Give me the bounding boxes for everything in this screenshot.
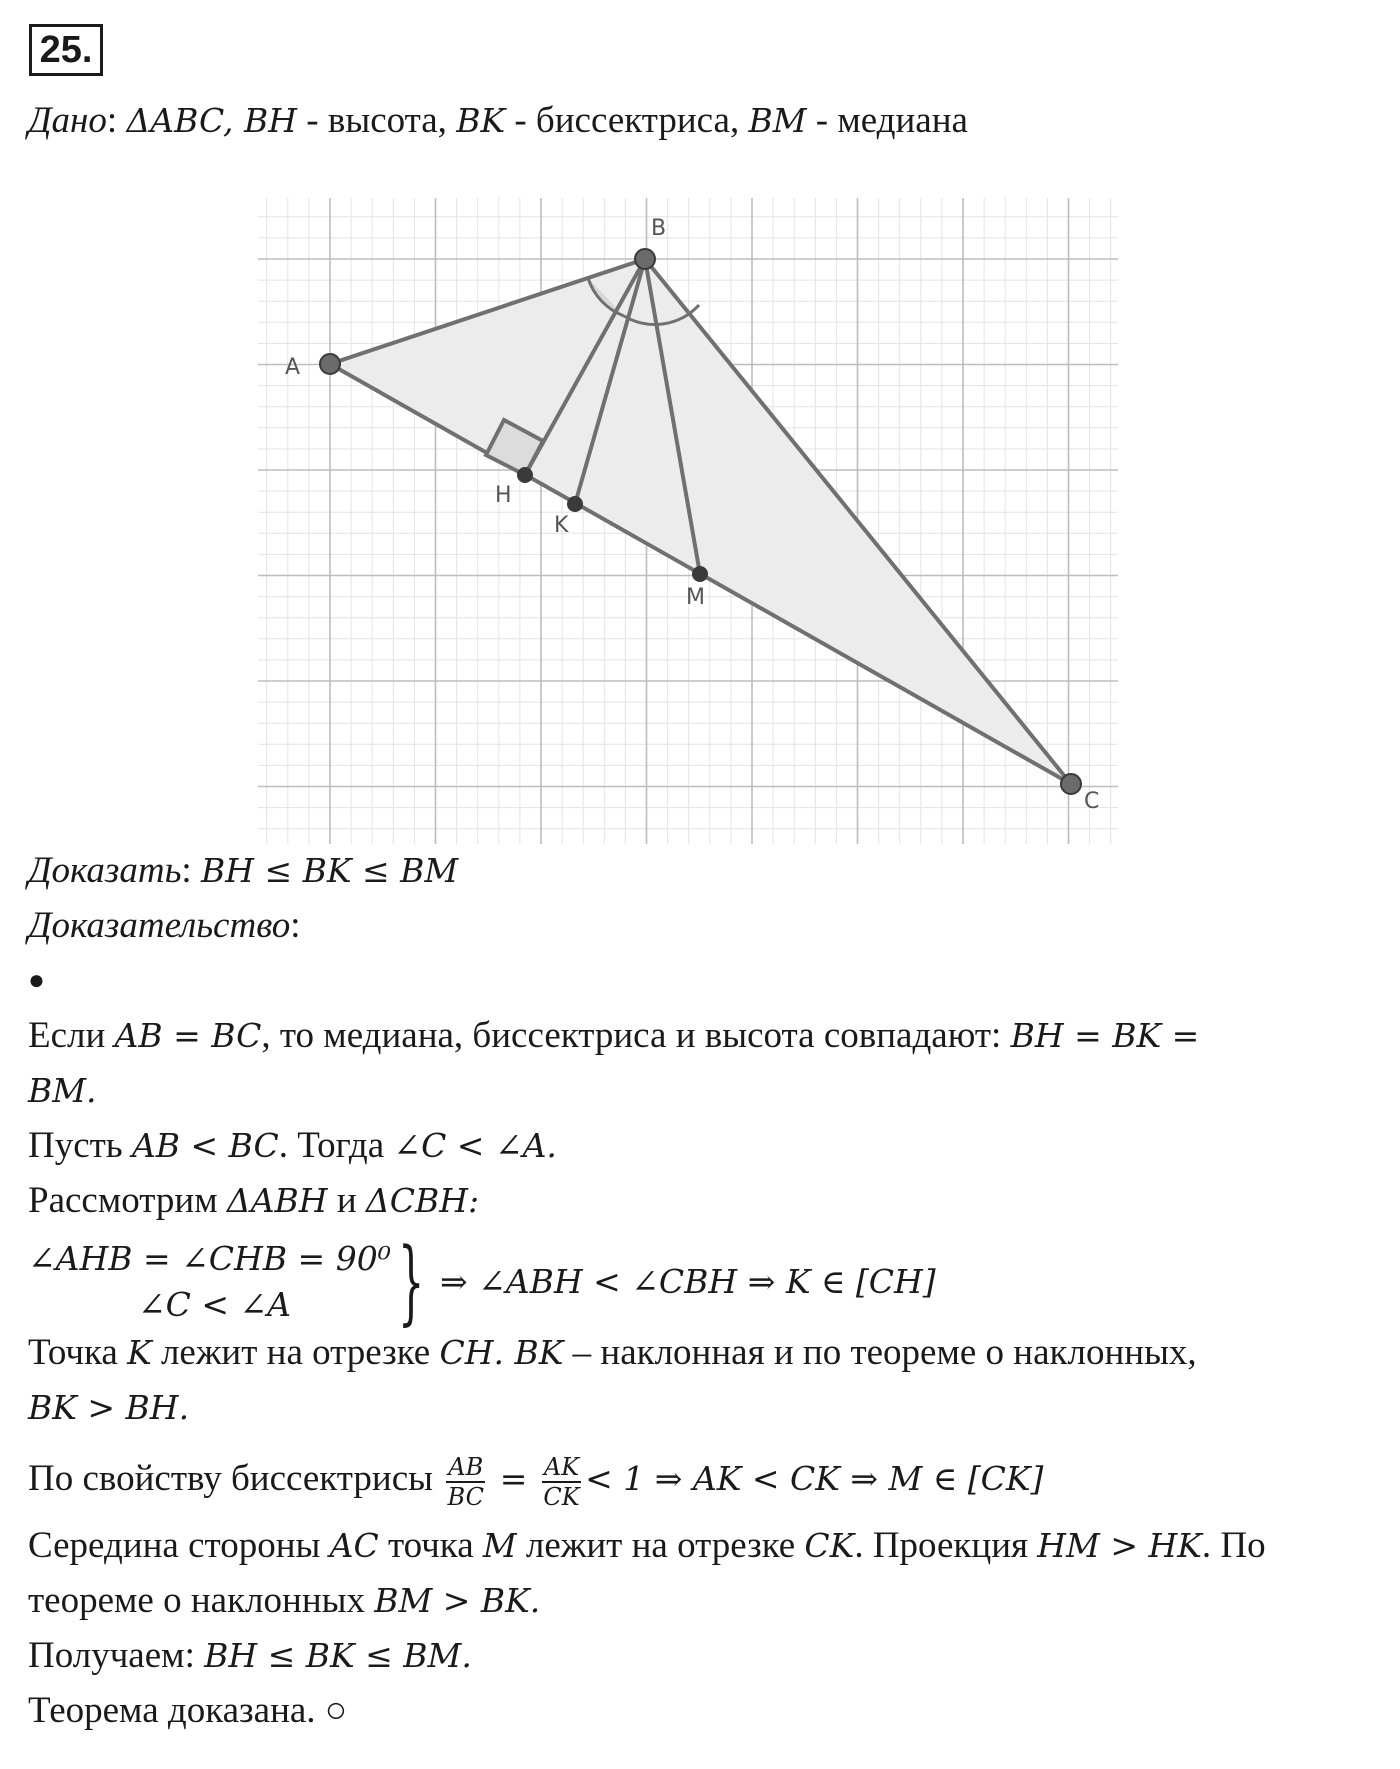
proof-line-5: Точка K лежит на отрезке CH. BK – наклонная и по теореме о наклонных, — [28, 1332, 1197, 1373]
label-k: K — [554, 513, 569, 538]
proof-line-4: Рассмотрим ΔABH и ΔCBH: — [28, 1180, 480, 1221]
prove-line: Доказать: BH ≤ BK ≤ BM — [28, 850, 459, 891]
proof-line-2: BM. — [28, 1071, 97, 1110]
label-m: M — [686, 585, 705, 610]
system-row-2: ∠C < ∠A — [138, 1285, 292, 1324]
label-h: H — [495, 483, 512, 508]
system-result: ⇒ ∠ABH < ∠CBH ⇒ K ∈ [CH] — [440, 1262, 936, 1301]
system-row-1: ∠AHB = ∠CHB = 90⁰ — [28, 1239, 391, 1278]
given-line: Дано: ΔABC, BH - высота, BK - биссектриса, BM - медиана — [28, 100, 968, 141]
proof-line-3: Пусть AB < BC. Тогда ∠C < ∠A. — [28, 1125, 557, 1166]
proof-line-10: Получаем: BH ≤ BK ≤ BM. — [28, 1635, 472, 1676]
point-h — [517, 467, 533, 483]
fraction-ab-bc: $\frac{AB}{BC}$ — [447, 1452, 484, 1511]
problem-number: 25. — [29, 24, 103, 76]
triangle-figure — [258, 198, 1118, 844]
point-k — [567, 496, 583, 512]
qed-symbol: ○ — [324, 1690, 348, 1731]
bullet: ● — [28, 965, 45, 996]
proof-line-8: Середина стороны AC точка M лежит на отрезке CK. Проекция HM > HK. По — [28, 1525, 1266, 1566]
point-b — [635, 249, 655, 269]
proof-line-11: Теорема доказана. ○ — [28, 1690, 348, 1731]
proof-line-9: теореме о наклонных BM > BK. — [28, 1580, 541, 1621]
point-m — [692, 566, 708, 582]
proof-line: Доказательство: — [28, 905, 301, 946]
point-c — [1061, 774, 1081, 794]
triangle-abc — [330, 259, 1071, 784]
label-c: C — [1084, 789, 1100, 814]
system-brace: } — [398, 1228, 425, 1335]
label-a: A — [285, 355, 301, 380]
label-b: B — [651, 216, 667, 241]
point-a — [320, 354, 340, 374]
proof-line-1: Если AB = BC, то медиана, биссектриса и высота совпадают: BH = BK = — [28, 1015, 1200, 1056]
fraction-ak-ck: $\frac{AK}{CK}$ — [543, 1452, 580, 1511]
given-label: Дано — [28, 100, 107, 141]
proof-line-6: BK > BH. — [28, 1388, 190, 1427]
proof-line-7: По свойству биссектрисы $\frac{AB}{BC}$ = $\frac{AK}{CK}$ < 1 ⇒ AK < CK ⇒ M ∈ [CK] — [28, 1452, 1044, 1511]
